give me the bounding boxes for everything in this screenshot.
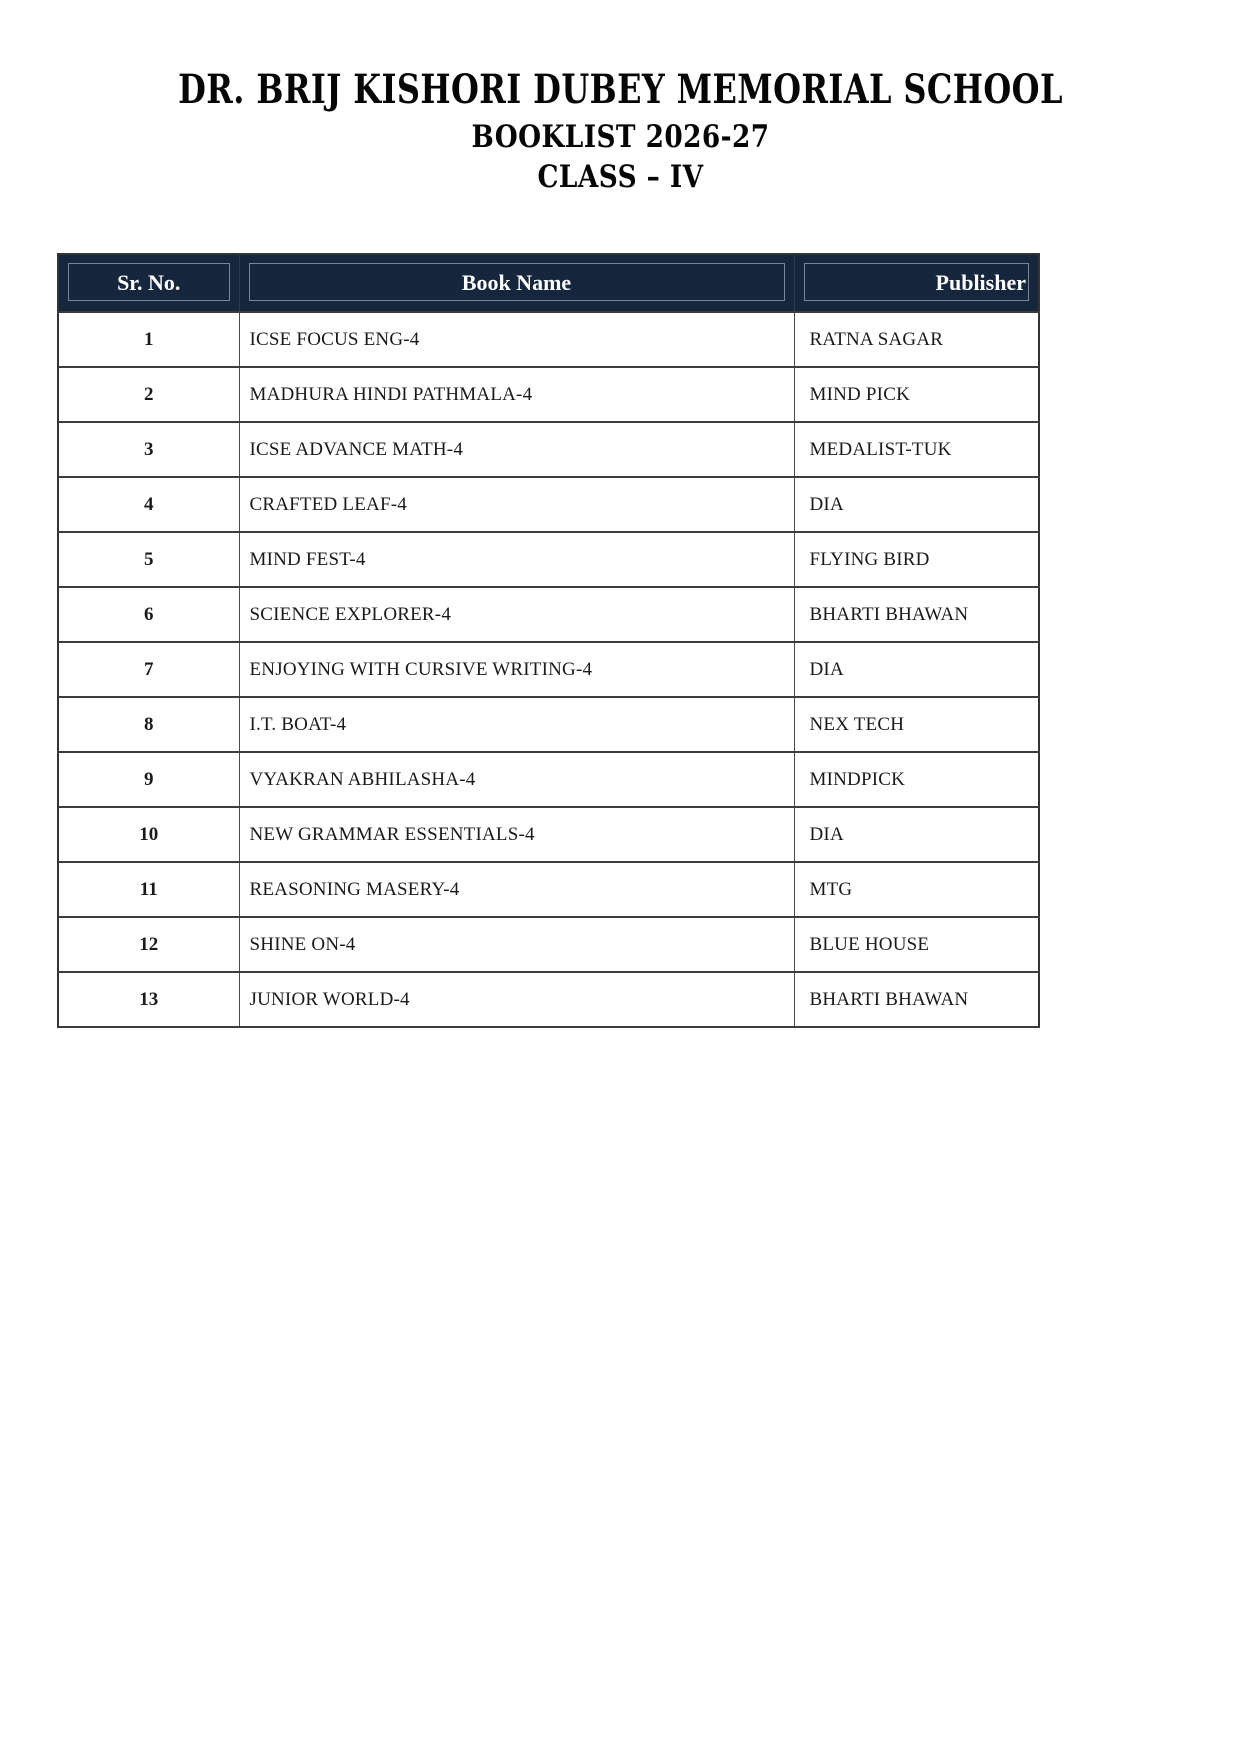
sr-no-cell: 3: [58, 422, 239, 477]
publisher-cell: FLYING BIRD: [794, 532, 1039, 587]
booklist-table: [57, 253, 1040, 1028]
book-name-cell: ICSE FOCUS ENG-4: [239, 312, 794, 367]
publisher-cell: BHARTI BHAWAN: [794, 587, 1039, 642]
sr-no-cell: 9: [58, 752, 239, 807]
table-row: [58, 642, 1039, 697]
table-row: [58, 312, 1039, 367]
column-header-book-name: Book Name: [239, 254, 794, 312]
sr-no-cell: 6: [58, 587, 239, 642]
booklist-table-header: [58, 254, 1039, 312]
sr-no-cell: 4: [58, 477, 239, 532]
book-name-cell: MADHURA HINDI PATHMALA-4: [239, 367, 794, 422]
publisher-cell: BHARTI BHAWAN: [794, 972, 1039, 1027]
book-name-cell: NEW GRAMMAR ESSENTIALS-4: [239, 807, 794, 862]
sr-no-cell: 13: [58, 972, 239, 1027]
book-name-cell: REASONING MASERY-4: [239, 862, 794, 917]
publisher-cell: DIA: [794, 807, 1039, 862]
table-row: [58, 532, 1039, 587]
book-name-cell: ICSE ADVANCE MATH-4: [239, 422, 794, 477]
table-row: [58, 917, 1039, 972]
book-name-cell: CRAFTED LEAF-4: [239, 477, 794, 532]
publisher-cell: BLUE HOUSE: [794, 917, 1039, 972]
sr-no-cell: 5: [58, 532, 239, 587]
table-row: [58, 807, 1039, 862]
sr-no-cell: 2: [58, 367, 239, 422]
publisher-cell: RATNA SAGAR: [794, 312, 1039, 367]
sr-no-cell: 12: [58, 917, 239, 972]
book-name-cell: MIND FEST-4: [239, 532, 794, 587]
column-header-publisher: Publisher: [794, 254, 1039, 312]
table-row: [58, 422, 1039, 477]
book-name-cell: JUNIOR WORLD-4: [239, 972, 794, 1027]
table-row: [58, 477, 1039, 532]
class-label: CLASS – IV: [537, 159, 704, 195]
publisher-cell: MTG: [794, 862, 1039, 917]
book-name-cell: SHINE ON-4: [239, 917, 794, 972]
publisher-cell: DIA: [794, 642, 1039, 697]
table-row: [58, 367, 1039, 422]
booklist-year-subtitle: BOOKLIST 2026-27: [471, 119, 770, 155]
book-name-cell: ENJOYING WITH CURSIVE WRITING-4: [239, 642, 794, 697]
book-name-cell: I.T. BOAT-4: [239, 697, 794, 752]
sr-no-cell: 7: [58, 642, 239, 697]
booklist-table-body: [58, 312, 1039, 1027]
book-name-cell: SCIENCE EXPLORER-4: [239, 587, 794, 642]
publisher-cell: MINDPICK: [794, 752, 1039, 807]
table-row: [58, 697, 1039, 752]
table-row: [58, 752, 1039, 807]
publisher-cell: NEX TECH: [794, 697, 1039, 752]
sr-no-cell: 1: [58, 312, 239, 367]
document-header: [0, 0, 1241, 196]
publisher-cell: DIA: [794, 477, 1039, 532]
book-name-cell: VYAKRAN ABHILASHA-4: [239, 752, 794, 807]
publisher-cell: MIND PICK: [794, 367, 1039, 422]
header-row: [58, 254, 1039, 312]
publisher-cell: MEDALIST-TUK: [794, 422, 1039, 477]
table-row: [58, 972, 1039, 1027]
table-row: [58, 587, 1039, 642]
sr-no-cell: 8: [58, 697, 239, 752]
column-header-sr-no: Sr. No.: [58, 254, 239, 312]
table-row: [58, 862, 1039, 917]
sr-no-cell: 11: [58, 862, 239, 917]
school-name-title: DR. BRIJ KISHORI DUBEY MEMORIAL SCHOOL: [178, 66, 1063, 113]
sr-no-cell: 10: [58, 807, 239, 862]
